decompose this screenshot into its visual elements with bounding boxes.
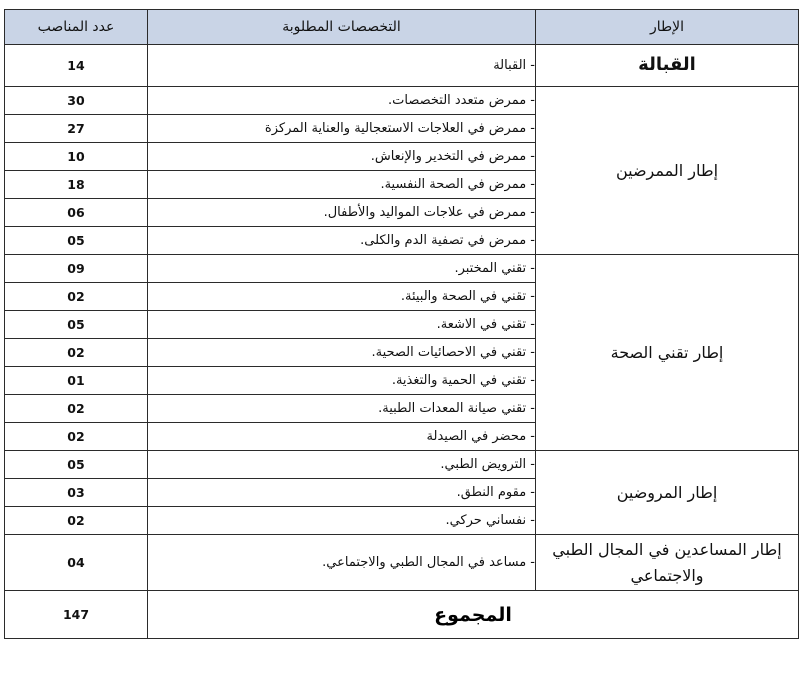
specialty-cell: - تقني في الحمية والتغذية. (148, 367, 536, 395)
specialty-cell: - محضر في الصيدلة (148, 423, 536, 451)
corps-cell-nurses: إطار الممرضين (536, 87, 799, 255)
posts-cell: 06 (5, 199, 148, 227)
posts-cell: 05 (5, 451, 148, 479)
header-row (5, 10, 799, 45)
specialty-cell: - تقني في الاشعة. (148, 311, 536, 339)
specialty-cell: - تقني في الاحصائيات الصحية. (148, 339, 536, 367)
posts-cell: 02 (5, 507, 148, 535)
corps-cell-medico-social-assistants: إطار المساعدين في المجال الطبي والاجتماعي (536, 535, 799, 591)
header-specialties: التخصصات المطلوبة (148, 10, 536, 45)
specialty-cell: - ممرض في التخدير والإنعاش. (148, 143, 536, 171)
specialty-cell: - مساعد في المجال الطبي والاجتماعي. (148, 535, 536, 591)
specialty-cell: - مقوم النطق. (148, 479, 536, 507)
total-row (5, 591, 799, 639)
specialty-cell: - ممرض في علاجات المواليد والأطفال. (148, 199, 536, 227)
specialty-cell: - تقني صيانة المعدات الطبية. (148, 395, 536, 423)
posts-cell: 09 (5, 255, 148, 283)
specialty-cell: - القبالة (148, 45, 536, 87)
posts-cell: 05 (5, 311, 148, 339)
table-row (5, 535, 799, 591)
posts-cell: 18 (5, 171, 148, 199)
specialty-cell: - ممرض في تصفية الدم والكلى. (148, 227, 536, 255)
posts-cell: 05 (5, 227, 148, 255)
posts-cell: 02 (5, 423, 148, 451)
header-posts: عدد المناصب (5, 10, 148, 45)
corps-cell-physiotherapists: إطار المروضين (536, 451, 799, 535)
specialty-cell: - ممرض في العلاجات الاستعجالية والعناية المركزة (148, 115, 536, 143)
posts-cell: 14 (5, 45, 148, 87)
specialty-cell: - نفساني حركي. (148, 507, 536, 535)
specialty-cell: - الترويض الطبي. (148, 451, 536, 479)
specialty-cell: - تقني في الصحة والبيئة. (148, 283, 536, 311)
posts-cell: 02 (5, 283, 148, 311)
specialty-cell: - ممرض في الصحة النفسية. (148, 171, 536, 199)
corps-cell-health-technicians: إطار تقني الصحة (536, 255, 799, 451)
header-corps: الإطار (536, 10, 799, 45)
table-row (5, 45, 799, 87)
posts-cell: 30 (5, 87, 148, 115)
table-row (5, 255, 799, 283)
posts-cell: 04 (5, 535, 148, 591)
total-label: المجموع (148, 591, 799, 639)
total-posts: 147 (5, 591, 148, 639)
posts-table (4, 9, 799, 639)
table-row (5, 451, 799, 479)
corps-cell-midwifery: القبالة (536, 45, 799, 87)
posts-cell: 01 (5, 367, 148, 395)
specialty-cell: - تقني المختبر. (148, 255, 536, 283)
posts-cell: 03 (5, 479, 148, 507)
posts-cell: 27 (5, 115, 148, 143)
table-row (5, 87, 799, 115)
posts-cell: 10 (5, 143, 148, 171)
specialty-cell: - ممرض متعدد التخصصات. (148, 87, 536, 115)
posts-cell: 02 (5, 395, 148, 423)
posts-cell: 02 (5, 339, 148, 367)
